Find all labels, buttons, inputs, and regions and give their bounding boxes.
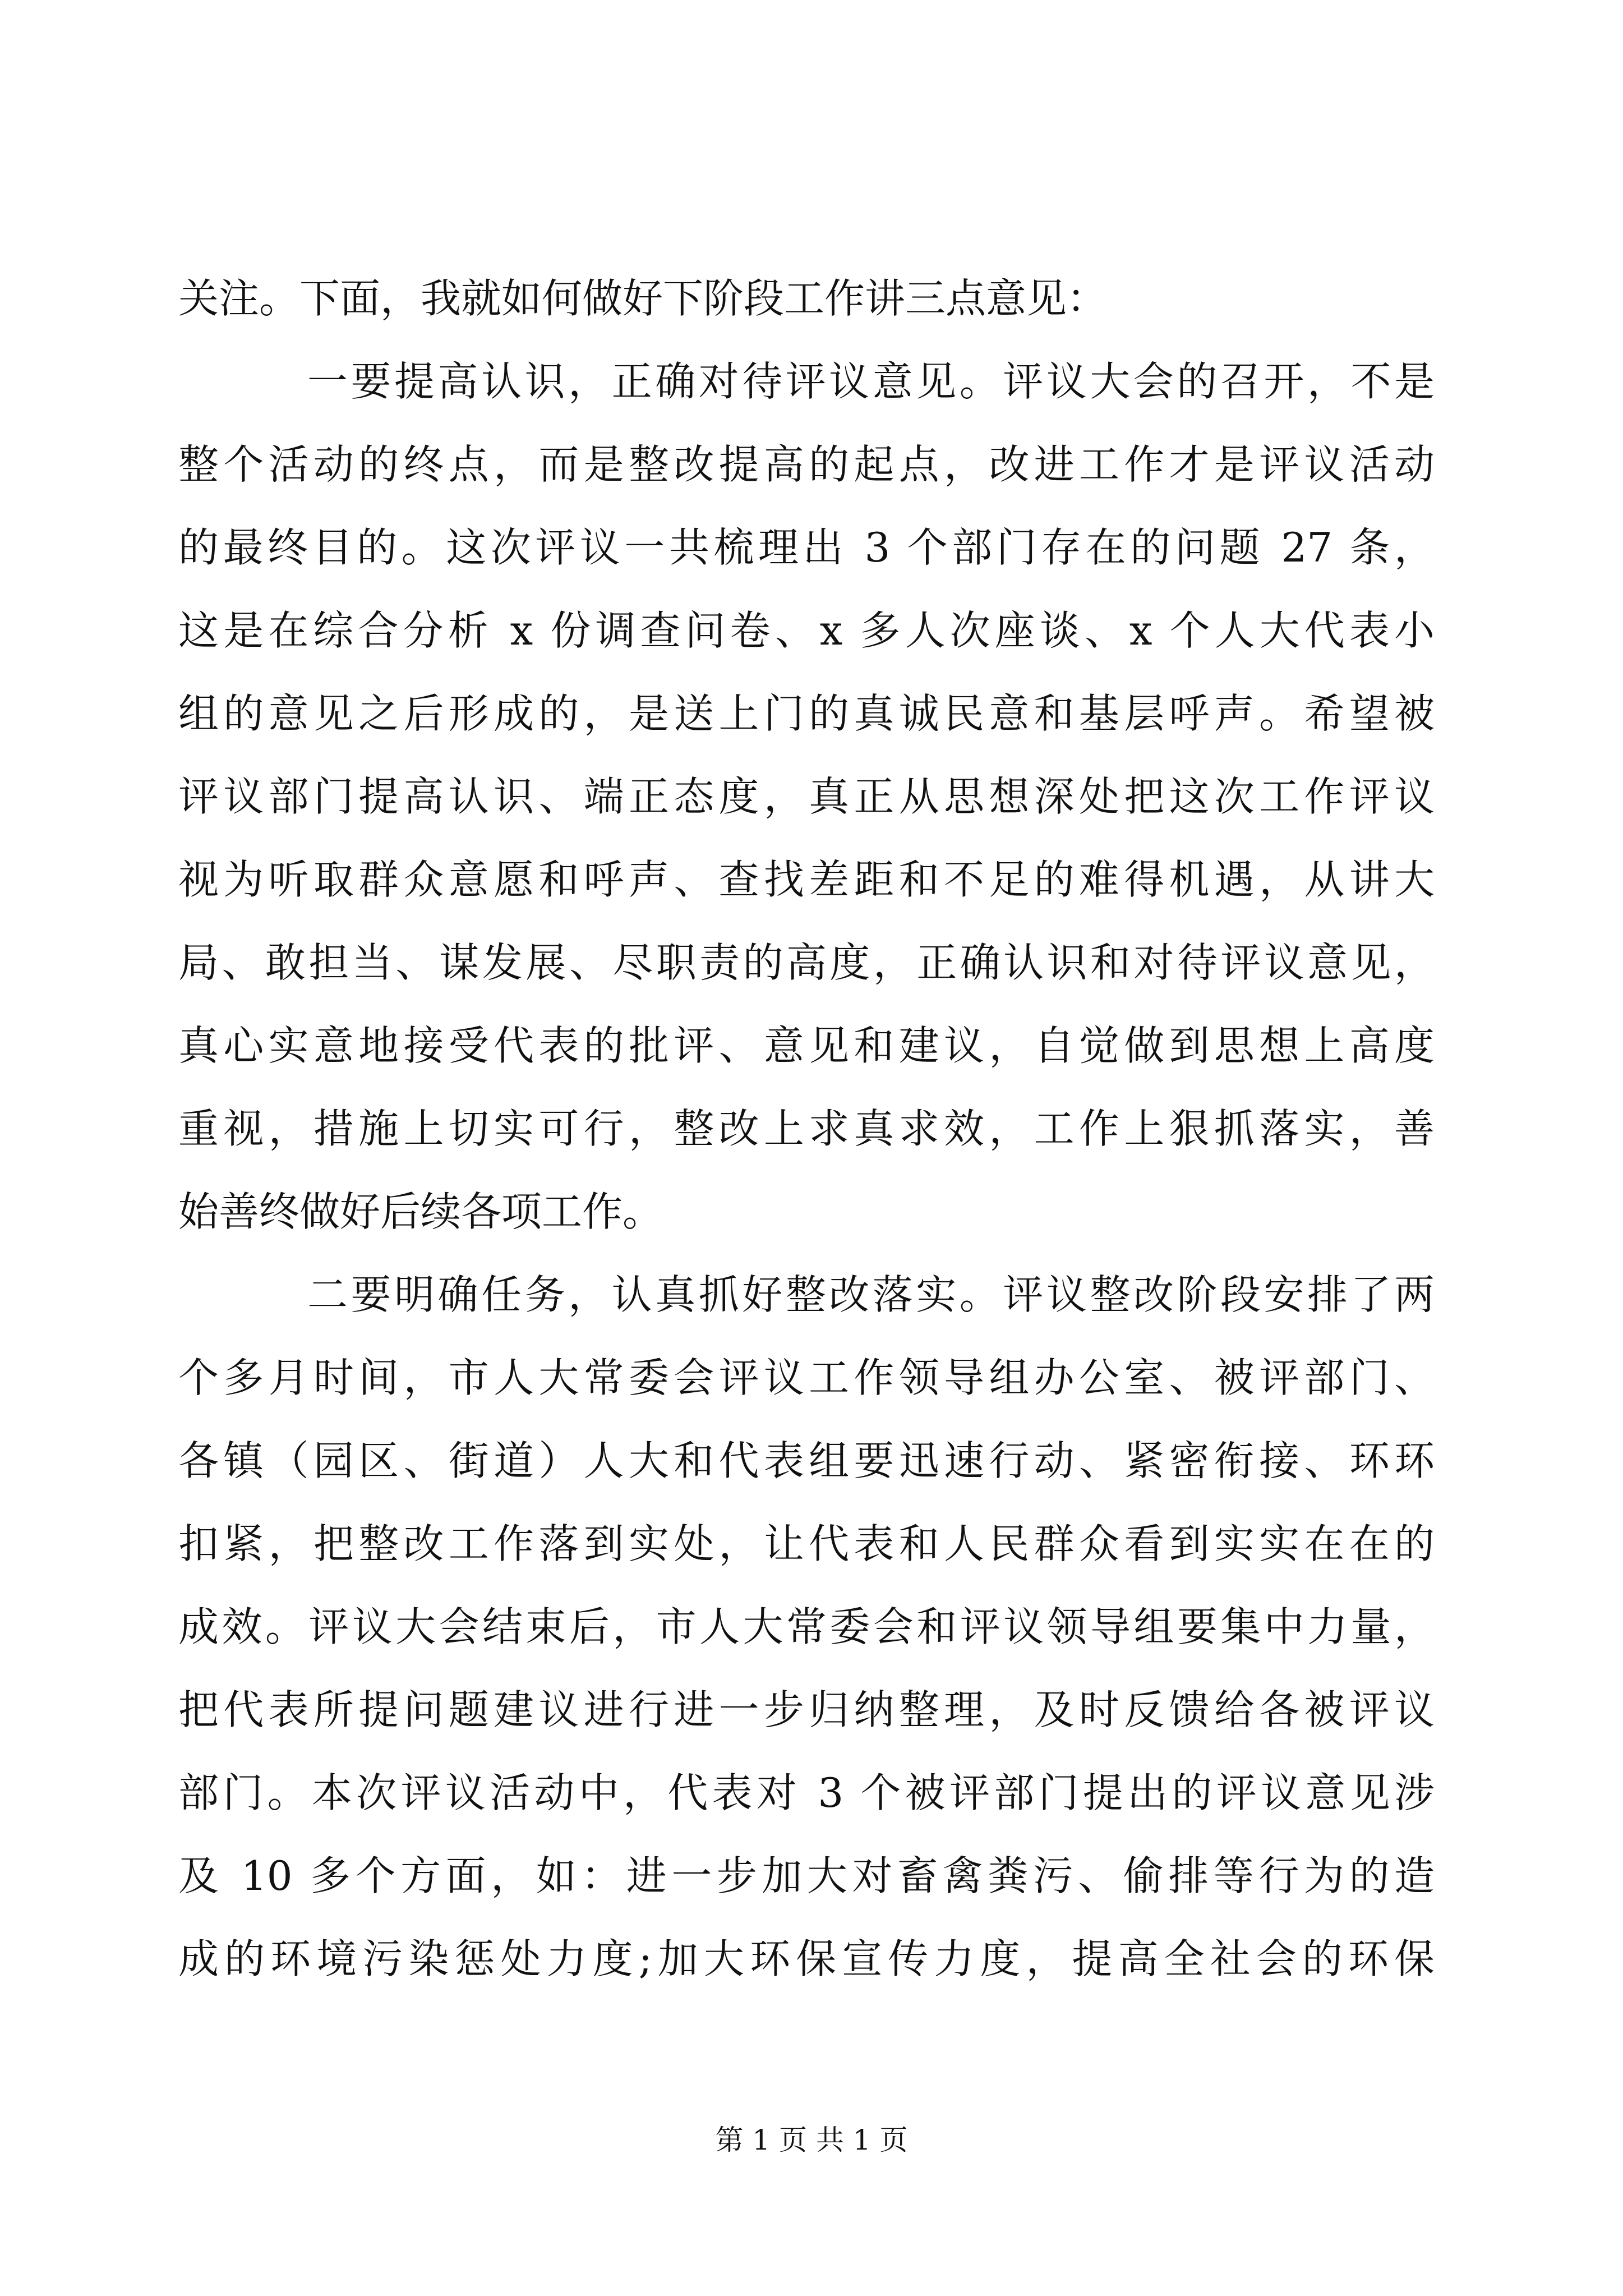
document-body — [178, 257, 1435, 2000]
page-footer — [0, 2120, 1623, 2160]
text-line: 关注。下面，我就如何做好下阶段工作讲三点意见： — [178, 275, 1108, 322]
text-line: 局、敢担当、谋发展、尽职责的高度，正确认识和对待评议意见， — [178, 939, 1435, 986]
paragraph-start-line: 一要提高认识，正确对待评议意见。评议大会的召开，不是 — [307, 358, 1435, 405]
paragraph-start-line: 二要明确任务，认真抓好整改落实。评议整改阶段安排了两 — [307, 1271, 1435, 1318]
text-line: 组的意见之后形成的，是送上门的真诚民意和基层呼声。希望被 — [178, 690, 1435, 737]
text-line: 部门。本次评议活动中，代表对 3 个被评部门提出的评议意见涉 — [178, 1769, 1435, 1816]
text-line: 各镇（园区、街道）人大和代表组要迅速行动、紧密衔接、环环 — [178, 1437, 1435, 1484]
paragraph-end-line: 始善终做好后续各项工作。 — [178, 1188, 663, 1235]
text-line: 及 10 多个方面，如：进一步加大对畜禽粪污、偷排等行为的造 — [178, 1852, 1435, 1899]
text-line: 个多月时间，市人大常委会评议工作领导组办公室、被评部门、 — [178, 1354, 1435, 1401]
text-line: 重视，措施上切实可行，整改上求真求效，工作上狠抓落实，善 — [178, 1105, 1435, 1152]
text-line: 这是在综合分析 x 份调查问卷、x 多人次座谈、x 个人大代表小 — [178, 607, 1435, 654]
page-number: 第 1 页 共 1 页 — [715, 2124, 908, 2156]
text-line: 评议部门提高认识、端正态度，真正从思想深处把这次工作评议 — [178, 773, 1435, 820]
text-line: 扣紧，把整改工作落到实处，让代表和人民群众看到实实在在的 — [178, 1520, 1435, 1567]
text-line: 的最终目的。这次评议一共梳理出 3 个部门存在的问题 27 条， — [178, 524, 1435, 571]
text-line: 整个活动的终点，而是整改提高的起点，改进工作才是评议活动 — [178, 441, 1435, 488]
text-line: 把代表所提问题建议进行进一步归纳整理，及时反馈给各被评议 — [178, 1686, 1435, 1733]
text-line: 成效。评议大会结束后，市人大常委会和评议领导组要集中力量， — [178, 1603, 1435, 1650]
text-line: 成的环境污染惩处力度;加大环保宣传力度，提高全社会的环保 — [178, 1935, 1435, 1982]
text-line: 真心实意地接受代表的批评、意见和建议，自觉做到思想上高度 — [178, 1022, 1435, 1069]
text-line: 视为听取群众意愿和呼声、查找差距和不足的难得机遇，从讲大 — [178, 856, 1435, 903]
